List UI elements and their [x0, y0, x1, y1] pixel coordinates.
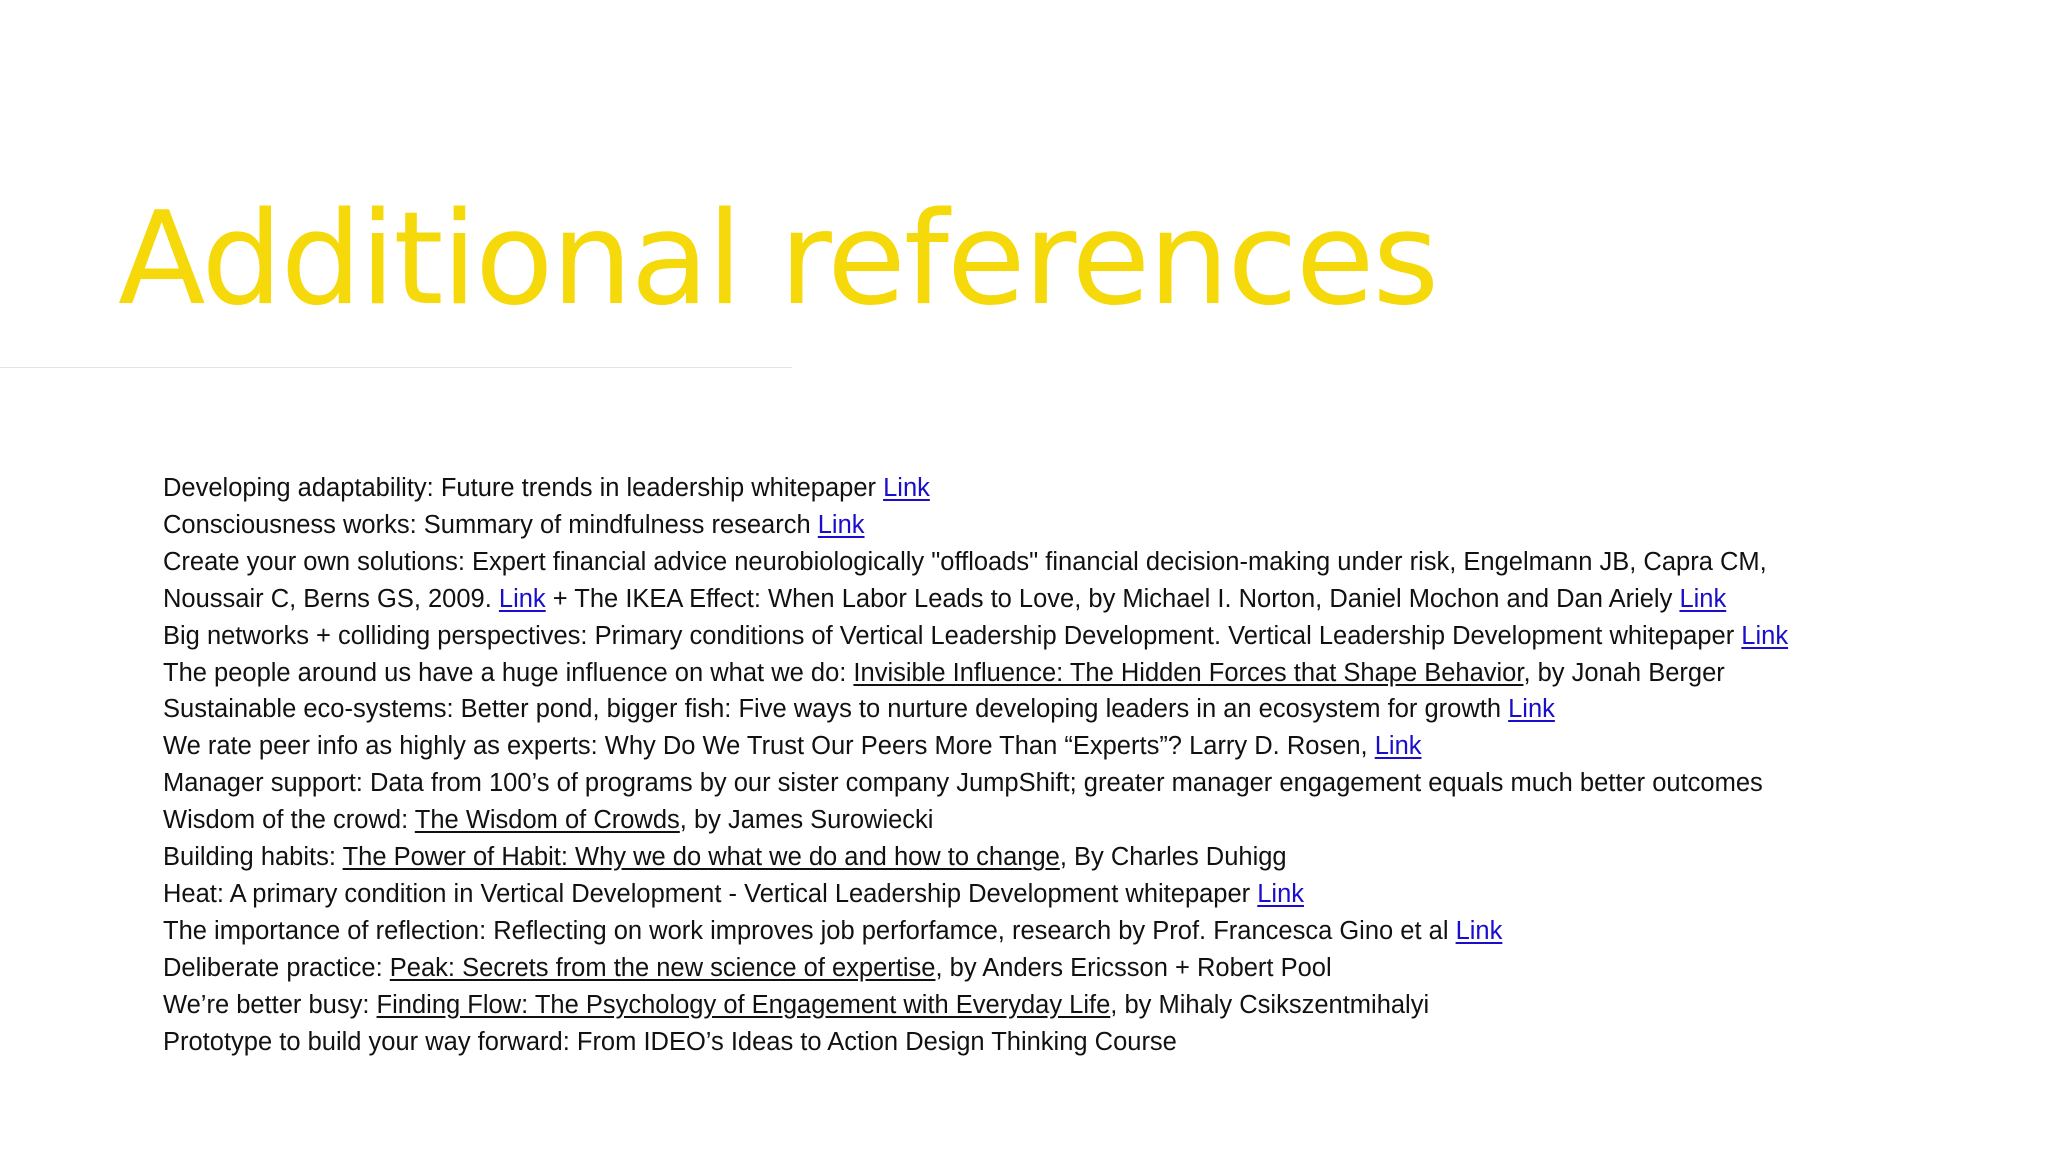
- reference-text: , by Jonah Berger: [1523, 658, 1725, 687]
- reference-item: [163, 987, 1923, 1024]
- reference-item: [163, 839, 1923, 876]
- reference-work-title[interactable]: Invisible Influence: The Hidden Forces that Shape Behavior: [853, 658, 1524, 687]
- reference-text: Create your own solutions: Expert financial advice neurobiologically "offloads" financial decision-making under risk, Engelmann JB, Capra CM,: [163, 547, 1767, 576]
- reference-link[interactable]: Link: [1741, 621, 1789, 650]
- reference-link[interactable]: Link: [1679, 584, 1727, 613]
- reference-link[interactable]: Link: [1257, 879, 1305, 908]
- reference-text: , By Charles Duhigg: [1059, 843, 1287, 872]
- reference-item: [163, 765, 1923, 802]
- reference-item: [163, 876, 1923, 913]
- reference-text: We’re better busy:: [163, 990, 377, 1019]
- reference-text: Wisdom of the crowd:: [163, 806, 415, 835]
- reference-link[interactable]: Link: [1508, 695, 1555, 724]
- reference-item: [163, 728, 1923, 765]
- reference-link[interactable]: Link: [1374, 732, 1422, 761]
- reference-item: [163, 913, 1923, 950]
- reference-text: Consciousness works: Summary of mindfulness research: [163, 510, 818, 539]
- reference-item: [163, 1024, 1923, 1061]
- reference-item: [163, 507, 1923, 544]
- reference-text: Big networks + colliding perspectives: Primary conditions of Vertical Leadership Development. Vertical Leadership Development whitepaper: [163, 621, 1742, 650]
- reference-text: Sustainable eco-systems: Better pond, bigger fish: Five ways to nurture developing leaders in an ecosystem for growth: [163, 695, 1509, 724]
- reference-text: We rate peer info as highly as experts: Why Do We Trust Our Peers More Than “Experts”? Larry D. Rosen,: [163, 732, 1375, 761]
- reference-item: [163, 691, 1923, 728]
- reference-item: [163, 802, 1923, 839]
- reference-work-title[interactable]: Finding Flow: The Psychology of Engagement with Everyday Life: [376, 990, 1111, 1019]
- reference-text: Noussair C, Berns GS, 2009.: [163, 584, 499, 613]
- reference-text: Heat: A primary condition in Vertical Development - Vertical Leadership Development whitepaper: [163, 879, 1258, 908]
- reference-text: , by Anders Ericsson + Robert Pool: [935, 953, 1332, 982]
- reference-text: Deliberate practice:: [163, 953, 390, 982]
- reference-work-title[interactable]: Peak: Secrets from the new science of expertise: [389, 953, 936, 982]
- reference-text: Prototype to build your way forward: From IDEO’s Ideas to Action Design Thinking Course: [163, 1027, 1177, 1056]
- reference-text: , by James Surowiecki: [679, 806, 934, 835]
- reference-link[interactable]: Link: [817, 510, 865, 539]
- reference-text: Manager support: Data from 100’s of programs by our sister company JumpShift; greater manager engagement equals much better outcomes: [163, 769, 1763, 798]
- reference-link[interactable]: Link: [883, 474, 930, 502]
- reference-text: , by Mihaly Csikszentmihalyi: [1110, 990, 1430, 1019]
- slide-title: Additional references: [118, 185, 1438, 334]
- reference-item: [163, 544, 1923, 618]
- reference-text: Developing adaptability: Future trends in leadership whitepaper: [163, 474, 884, 502]
- reference-work-title[interactable]: The Power of Habit: Why we do what we do and how to change: [342, 843, 1060, 872]
- reference-text: The people around us have a huge influence on what we do:: [163, 658, 854, 687]
- reference-link[interactable]: Link: [1455, 916, 1503, 945]
- reference-list: [163, 470, 1923, 1061]
- reference-text: + The IKEA Effect: When Labor Leads to Love, by Michael I. Norton, Daniel Mochon and Dan Ariely: [545, 584, 1680, 613]
- divider-line: [0, 367, 792, 368]
- reference-text: Building habits:: [163, 843, 343, 872]
- reference-item: [163, 950, 1923, 987]
- reference-text: The importance of reflection: Reflecting on work improves job perforfamce, research by Prof. Francesca Gino et al: [163, 916, 1456, 945]
- reference-item: [163, 470, 1923, 507]
- reference-work-title[interactable]: The Wisdom of Crowds: [414, 806, 680, 835]
- reference-item: [163, 655, 1923, 692]
- reference-item: [163, 618, 1923, 655]
- reference-link[interactable]: Link: [498, 584, 546, 613]
